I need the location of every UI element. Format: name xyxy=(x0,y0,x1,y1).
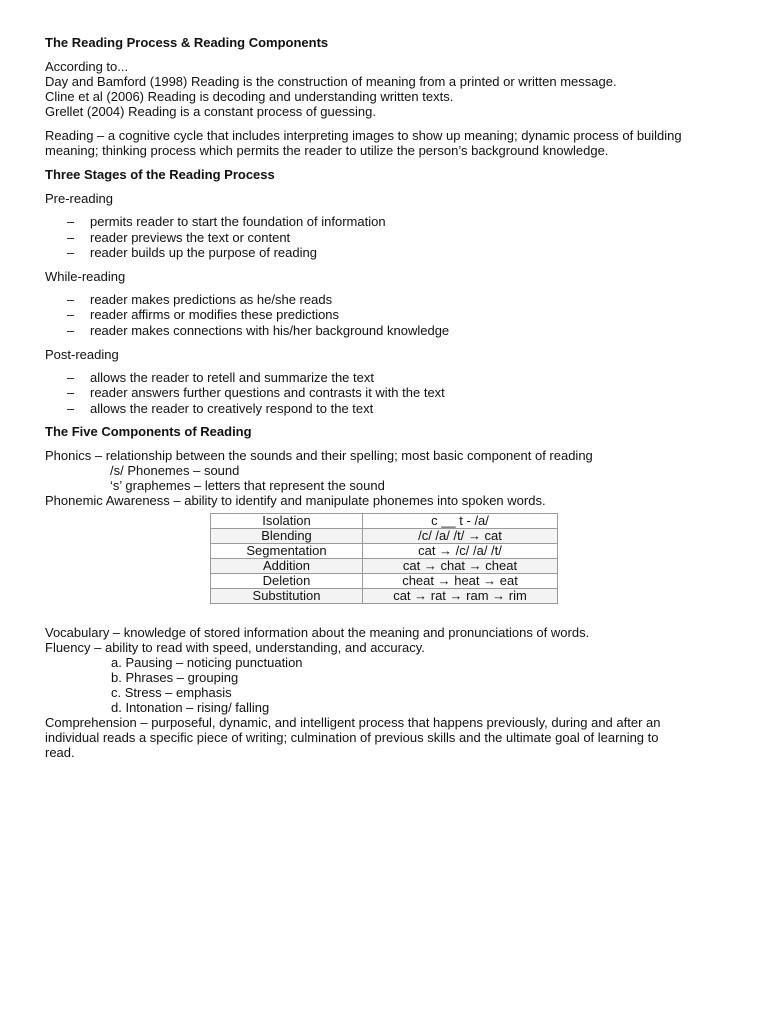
reading-definition-line: meaning; thinking process which permits the reader to utilize the person’s background knowledge. xyxy=(45,143,609,158)
list-item-text: reader makes connections with his/her background knowledge xyxy=(90,322,450,338)
table-cell-example: cat → /c/ /a/ /t/ xyxy=(363,544,558,559)
while-reading-label: While-reading xyxy=(45,268,126,284)
table-cell-example: cheat → heat → eat xyxy=(363,574,558,589)
components-heading: The Five Components of Reading xyxy=(45,424,252,440)
table-cell-operation: Blending xyxy=(211,529,363,544)
while-reading-list xyxy=(45,292,755,339)
list-item xyxy=(45,307,755,323)
vocabulary-definition: Vocabulary – knowledge of stored information about the meaning and pronunciations of words. xyxy=(45,625,590,641)
list-item xyxy=(45,214,755,230)
list-item-text: reader makes predictions as he/she reads xyxy=(90,291,333,307)
phoneme-operations-table xyxy=(210,513,558,604)
phonics-definition: Phonics – relationship between the sounds and their spelling; most basic component of reading xyxy=(45,448,593,464)
table-row xyxy=(211,529,558,544)
list-item-text: permits reader to start the foundation of information xyxy=(90,214,386,229)
dash-bullet: – xyxy=(67,385,75,401)
list-item xyxy=(45,245,755,261)
fluency-item: b. Phrases – grouping xyxy=(111,670,239,686)
list-item-text: allows the reader to creatively respond to the text xyxy=(90,400,374,416)
comprehension-definition-line: individual reads a specific piece of writing; culmination of previous skills and the ultimate goal of learning to xyxy=(45,730,659,746)
table-cell-example: c __ t - /a/ xyxy=(363,514,558,529)
phonemes-definition: /s/ Phonemes – sound xyxy=(110,463,240,479)
reading-definition-line: Reading – a cognitive cycle that includes interpreting images to show up meaning; dynamic process of building xyxy=(45,128,682,143)
dash-bullet: – xyxy=(67,322,75,338)
table-cell-operation: Deletion xyxy=(211,574,363,589)
table-row xyxy=(211,574,558,589)
post-reading-label: Post-reading xyxy=(45,346,119,362)
table-row xyxy=(211,544,558,559)
post-reading-list xyxy=(45,370,755,417)
according-to-label: According to... xyxy=(45,59,129,74)
document-title: The Reading Process & Reading Components xyxy=(45,35,329,50)
table-cell-operation: Isolation xyxy=(211,514,363,529)
graphemes-definition: ‘s’ graphemes – letters that represent the sound xyxy=(110,478,385,494)
document-body xyxy=(45,35,755,760)
list-item xyxy=(45,292,755,308)
stages-heading: Three Stages of the Reading Process xyxy=(45,167,275,182)
dash-bullet: – xyxy=(67,245,75,261)
phonemic-awareness-definition: Phonemic Awareness – ability to identify and manipulate phonemes into spoken words. xyxy=(45,493,546,509)
fluency-definition: Fluency – ability to read with speed, understanding, and accuracy. xyxy=(45,640,425,656)
list-item xyxy=(45,401,755,417)
table-cell-example: cat → chat → cheat xyxy=(363,559,558,574)
table-row xyxy=(211,589,558,604)
dash-bullet: – xyxy=(67,307,75,323)
table-cell-example: cat → rat → ram → rim xyxy=(363,589,558,604)
list-item xyxy=(45,385,755,401)
dash-bullet: – xyxy=(67,291,75,307)
fluency-item: d. Intonation – rising/ falling xyxy=(111,700,270,716)
list-item-text: reader affirms or modifies these predictions xyxy=(90,307,340,323)
list-item-text: allows the reader to retell and summarize the text xyxy=(90,369,374,385)
definition-cline: Cline et al (2006) Reading is decoding and understanding written texts. xyxy=(45,89,454,104)
dash-bullet: – xyxy=(67,214,75,229)
comprehension-definition-line: Comprehension – purposeful, dynamic, and intelligent process that happens previously, during and after an xyxy=(45,715,661,731)
dash-bullet: – xyxy=(67,400,75,416)
list-item-text: reader builds up the purpose of reading xyxy=(90,245,317,261)
fluency-item: c. Stress – emphasis xyxy=(111,685,232,701)
table-row xyxy=(211,514,558,529)
list-item xyxy=(45,370,755,386)
list-item-text: reader previews the text or content xyxy=(90,229,291,245)
table-row xyxy=(211,559,558,574)
fluency-item: a. Pausing – noticing punctuation xyxy=(111,655,303,671)
table-cell-example: /c/ /a/ /t/ → cat xyxy=(363,529,558,544)
list-item xyxy=(45,230,755,246)
definition-day-bamford: Day and Bamford (1998) Reading is the construction of meaning from a printed or written message. xyxy=(45,74,617,89)
pre-reading-label: Pre-reading xyxy=(45,191,113,206)
table-cell-operation: Addition xyxy=(211,559,363,574)
list-item xyxy=(45,323,755,339)
table-cell-operation: Segmentation xyxy=(211,544,363,559)
list-item-text: reader answers further questions and contrasts it with the text xyxy=(90,385,445,401)
comprehension-definition-line: read. xyxy=(45,745,75,761)
table-cell-operation: Substitution xyxy=(211,589,363,604)
pre-reading-list xyxy=(45,214,755,261)
dash-bullet: – xyxy=(67,369,75,385)
dash-bullet: – xyxy=(67,229,75,245)
definition-grellet: Grellet (2004) Reading is a constant process of guessing. xyxy=(45,104,376,119)
